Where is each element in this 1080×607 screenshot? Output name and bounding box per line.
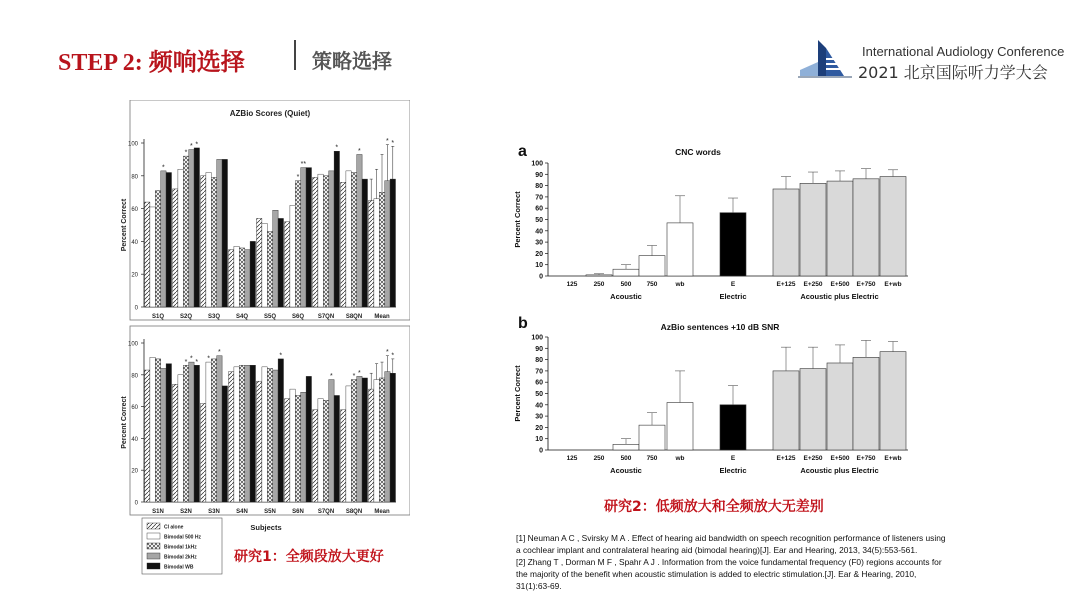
y-tick-label: 60 bbox=[131, 207, 138, 214]
y-tick-label: 20 bbox=[131, 468, 138, 475]
bar bbox=[189, 362, 194, 502]
bar bbox=[250, 241, 255, 307]
bar bbox=[385, 372, 390, 502]
bar bbox=[166, 364, 171, 502]
x-tick-label: E+750 bbox=[856, 455, 876, 462]
bar bbox=[351, 380, 356, 502]
significance-mark: ** bbox=[300, 161, 307, 169]
bar bbox=[639, 256, 665, 276]
bar bbox=[323, 176, 328, 307]
x-tick-label: E bbox=[730, 281, 736, 288]
conference-name-cn: 2021 北京国际听力学大会 bbox=[858, 63, 1048, 82]
azbio-bimodal-figure bbox=[100, 100, 410, 590]
significance-mark: * bbox=[358, 369, 361, 377]
bar bbox=[273, 370, 278, 502]
y-tick-label: 0 bbox=[539, 273, 543, 281]
bar bbox=[346, 386, 351, 502]
bar bbox=[720, 213, 746, 276]
bar bbox=[189, 150, 194, 307]
significance-mark: * bbox=[218, 349, 221, 357]
x-tick-label: E bbox=[730, 455, 736, 462]
bar bbox=[880, 177, 906, 276]
legend-label: Bimodal 500 Hz bbox=[164, 534, 201, 541]
x-tick-label: S6N bbox=[292, 509, 304, 515]
x-tick-label: S8QN bbox=[345, 509, 363, 515]
y-tick-label: 70 bbox=[535, 194, 543, 202]
bar bbox=[173, 384, 178, 502]
significance-mark: * bbox=[335, 144, 339, 152]
bar bbox=[639, 425, 665, 450]
y-tick-label: 80 bbox=[535, 183, 543, 191]
bar bbox=[613, 444, 639, 450]
y-axis-label: Percent Correct bbox=[121, 198, 128, 252]
legend-swatch bbox=[147, 523, 160, 529]
x-tick-label: S3N bbox=[208, 509, 220, 515]
bar bbox=[341, 410, 346, 502]
bar bbox=[166, 173, 171, 307]
y-tick-label: 20 bbox=[535, 250, 543, 258]
y-tick-label: 50 bbox=[535, 391, 543, 398]
study1-caption: 研究1：全频段放大更好 bbox=[234, 549, 384, 565]
bar bbox=[351, 173, 356, 307]
bar bbox=[217, 159, 222, 307]
significance-mark: * bbox=[190, 355, 193, 363]
bar bbox=[250, 365, 255, 502]
reference-line: a cochlear implant and contralateral hearing aid (bimodal hearing)[J]. Ear and Hearing, 2013, 34(5):553-561. bbox=[516, 545, 918, 555]
references bbox=[516, 532, 1016, 592]
y-tick-label: 40 bbox=[535, 402, 543, 410]
significance-mark: * bbox=[386, 349, 389, 357]
x-tick-label: Mean bbox=[374, 314, 390, 320]
bar bbox=[161, 171, 166, 307]
legend-label: Bimodal 1kHz bbox=[164, 544, 197, 551]
conference-name-en: International Audiology Conference bbox=[862, 44, 1065, 59]
y-tick-label: 100 bbox=[127, 341, 138, 348]
chart-azbio-noise bbox=[121, 339, 396, 532]
significance-mark: * bbox=[190, 143, 193, 151]
significance-mark: * bbox=[207, 355, 210, 363]
significance-mark: * bbox=[330, 373, 333, 381]
x-tick-label: E+wb bbox=[884, 455, 902, 462]
x-tick-label: wb bbox=[675, 281, 685, 288]
x-tick-label: S7QN bbox=[317, 509, 335, 515]
x-tick-label: E+250 bbox=[803, 281, 823, 288]
y-tick-label: 0 bbox=[539, 447, 543, 455]
x-tick-label: S4N bbox=[236, 509, 248, 515]
significance-mark: * bbox=[184, 358, 188, 366]
bar bbox=[278, 218, 283, 307]
x-tick-label: S8QN bbox=[345, 314, 363, 320]
conference-logo bbox=[796, 36, 856, 80]
bar bbox=[155, 191, 160, 307]
x-tick-label: S3Q bbox=[207, 314, 221, 320]
bar bbox=[385, 181, 390, 307]
bar bbox=[369, 200, 374, 307]
significance-mark: * bbox=[184, 149, 188, 157]
bar bbox=[178, 169, 183, 307]
x-tick-label: E+500 bbox=[830, 455, 850, 462]
bar bbox=[150, 357, 155, 502]
panel-letter: a bbox=[518, 143, 527, 160]
bar bbox=[150, 207, 155, 307]
bar bbox=[211, 177, 216, 307]
bar bbox=[234, 367, 239, 502]
bar bbox=[853, 179, 879, 276]
bar bbox=[295, 395, 300, 502]
bar bbox=[173, 189, 178, 307]
y-tick-label: 40 bbox=[131, 436, 138, 443]
y-tick-label: 0 bbox=[134, 305, 138, 312]
bar bbox=[301, 392, 306, 502]
bar bbox=[390, 179, 395, 307]
significance-mark: * bbox=[352, 373, 356, 381]
y-tick-label: 100 bbox=[531, 160, 543, 168]
significance-mark: * bbox=[358, 147, 361, 155]
bar bbox=[334, 395, 339, 502]
x-tick-label: S7QN bbox=[317, 314, 335, 320]
x-tick-label: wb bbox=[675, 455, 685, 462]
significance-mark: * bbox=[195, 358, 199, 366]
bar bbox=[222, 386, 227, 502]
x-tick-label: 250 bbox=[593, 281, 605, 288]
bar bbox=[346, 171, 351, 307]
bar bbox=[229, 372, 234, 502]
panel-letter: b bbox=[518, 315, 528, 332]
significance-mark: * bbox=[279, 352, 283, 360]
x-tick-label: S2Q bbox=[179, 314, 193, 320]
page-title: STEP 2: 频响选择 bbox=[58, 50, 245, 76]
group-label: Electric bbox=[719, 292, 747, 301]
legend-swatch bbox=[147, 553, 160, 559]
x-tick-label: S1Q bbox=[151, 314, 165, 320]
x-tick-label: E+125 bbox=[776, 281, 796, 288]
bar bbox=[206, 173, 211, 307]
y-tick-label: 80 bbox=[131, 373, 138, 380]
y-tick-label: 60 bbox=[535, 379, 543, 387]
legend-swatch bbox=[147, 533, 160, 539]
bar bbox=[183, 156, 188, 307]
reference-line: 31(1):63-69. bbox=[516, 581, 562, 591]
y-tick-label: 60 bbox=[131, 405, 138, 412]
bar bbox=[234, 246, 239, 307]
bar bbox=[257, 381, 262, 502]
y-tick-label: 50 bbox=[535, 217, 543, 224]
x-tick-label: 125 bbox=[566, 455, 578, 462]
reference-line: [1] Neuman A C , Svirsky M A . Effect of hearing aid bandwidth on speech recognition performance of listeners using bbox=[516, 533, 946, 543]
chart-legend bbox=[142, 518, 222, 574]
page-subtitle: 策略选择 bbox=[312, 49, 392, 73]
bar bbox=[827, 181, 853, 276]
bar bbox=[178, 375, 183, 502]
chart-title: CNC words bbox=[675, 147, 721, 157]
y-tick-label: 90 bbox=[535, 171, 543, 179]
bar bbox=[290, 205, 295, 307]
bar bbox=[329, 171, 334, 307]
bar bbox=[341, 182, 346, 307]
x-axis-label: Subjects bbox=[250, 523, 282, 532]
chart-title: AZBio Scores (Quiet) bbox=[229, 109, 311, 118]
bar bbox=[318, 399, 323, 502]
bar bbox=[323, 400, 328, 502]
bar bbox=[362, 378, 367, 502]
significance-mark: * bbox=[296, 174, 300, 182]
y-tick-label: 30 bbox=[535, 239, 543, 247]
significance-mark: * bbox=[162, 164, 165, 172]
bar bbox=[374, 199, 379, 307]
x-tick-label: S4Q bbox=[235, 314, 249, 320]
bar bbox=[194, 365, 199, 502]
y-axis-label: Percent Correct bbox=[513, 365, 522, 422]
legend-label: Bimodal 2kHz bbox=[164, 554, 197, 561]
bar bbox=[239, 365, 244, 502]
y-axis-label: Percent Correct bbox=[121, 396, 128, 449]
bar bbox=[313, 410, 318, 502]
bar bbox=[613, 269, 639, 276]
x-tick-label: 500 bbox=[620, 281, 632, 288]
bar bbox=[285, 222, 290, 307]
y-tick-label: 20 bbox=[131, 272, 138, 279]
y-tick-label: 60 bbox=[535, 205, 543, 213]
bar bbox=[667, 403, 693, 450]
bar bbox=[773, 371, 799, 450]
bar bbox=[206, 362, 211, 502]
bar bbox=[273, 210, 278, 307]
title-divider bbox=[294, 40, 296, 70]
cnc-azbio-figure bbox=[510, 130, 910, 480]
bar bbox=[306, 168, 311, 307]
x-tick-label: S5Q bbox=[263, 314, 277, 320]
chart-cnc-words bbox=[513, 143, 908, 301]
bar bbox=[586, 275, 612, 276]
chart-title: AzBio sentences +10 dB SNR bbox=[660, 322, 780, 332]
bar bbox=[853, 357, 879, 450]
y-tick-label: 10 bbox=[535, 262, 543, 270]
y-tick-label: 70 bbox=[535, 368, 543, 376]
x-tick-label: S5N bbox=[264, 509, 276, 515]
bar bbox=[800, 369, 826, 450]
bar bbox=[262, 223, 267, 307]
bar bbox=[155, 359, 160, 502]
legend-label: CI alone bbox=[164, 524, 184, 531]
bar bbox=[245, 365, 250, 502]
y-axis-label: Percent Correct bbox=[513, 191, 522, 248]
bar bbox=[720, 405, 746, 450]
reference-line: [2] Zhang T , Dorman M F , Spahr A J . Information from the voice fundamental frequency (F0) regions accounts for bbox=[516, 557, 942, 567]
bar bbox=[222, 159, 227, 307]
significance-mark: * bbox=[195, 141, 199, 149]
group-label: Electric bbox=[719, 466, 747, 475]
bar bbox=[318, 174, 323, 307]
bar bbox=[773, 189, 799, 276]
y-tick-label: 40 bbox=[131, 239, 138, 246]
bar bbox=[313, 177, 318, 307]
bar bbox=[245, 250, 250, 307]
bar bbox=[257, 218, 262, 307]
bar bbox=[880, 352, 906, 450]
x-tick-label: Mean bbox=[374, 509, 390, 515]
bar bbox=[201, 403, 206, 502]
bar bbox=[379, 192, 384, 307]
bar bbox=[161, 368, 166, 502]
y-tick-label: 100 bbox=[127, 141, 138, 148]
x-tick-label: S1N bbox=[152, 509, 164, 515]
x-tick-label: 750 bbox=[646, 281, 658, 288]
bar bbox=[374, 380, 379, 502]
y-tick-label: 40 bbox=[535, 228, 543, 236]
bar bbox=[145, 202, 150, 307]
reference-line: the majority of the benefit when acoustic stimulation is added to electric stimulation.[J]. Ear & Hearing, 2010, bbox=[516, 569, 917, 579]
y-tick-label: 100 bbox=[531, 334, 543, 342]
bar bbox=[278, 359, 283, 502]
group-label: Acoustic plus Electric bbox=[800, 466, 879, 475]
bar bbox=[290, 389, 295, 502]
bar bbox=[301, 168, 306, 307]
x-tick-label: E+125 bbox=[776, 455, 796, 462]
legend-swatch bbox=[147, 563, 160, 569]
bar bbox=[267, 232, 272, 307]
x-tick-label: E+500 bbox=[830, 281, 850, 288]
y-tick-label: 90 bbox=[535, 345, 543, 353]
significance-mark: * bbox=[386, 138, 389, 146]
group-label: Acoustic plus Electric bbox=[800, 292, 879, 301]
bar bbox=[362, 179, 367, 307]
x-tick-label: S2N bbox=[180, 509, 192, 515]
chart-azbio-sentences bbox=[513, 315, 908, 475]
bar bbox=[262, 367, 267, 502]
bar bbox=[334, 151, 339, 307]
y-tick-label: 30 bbox=[535, 413, 543, 421]
x-tick-label: 250 bbox=[593, 455, 605, 462]
bar bbox=[800, 183, 826, 276]
y-tick-label: 10 bbox=[535, 436, 543, 444]
legend-label: Bimodal WB bbox=[164, 564, 194, 571]
x-tick-label: S6Q bbox=[291, 314, 305, 320]
bar bbox=[239, 248, 244, 307]
bar bbox=[285, 399, 290, 502]
bar bbox=[267, 368, 272, 502]
x-tick-label: E+250 bbox=[803, 455, 823, 462]
bar bbox=[827, 363, 853, 450]
bar bbox=[201, 176, 206, 307]
bar bbox=[306, 376, 311, 502]
y-tick-label: 0 bbox=[134, 500, 138, 507]
bar bbox=[194, 148, 199, 307]
bar bbox=[369, 389, 374, 502]
bar bbox=[329, 380, 334, 502]
x-tick-label: 750 bbox=[646, 455, 658, 462]
bar bbox=[145, 370, 150, 502]
x-tick-label: E+wb bbox=[884, 281, 902, 288]
significance-mark: * bbox=[391, 352, 395, 360]
bar bbox=[667, 223, 693, 276]
bar bbox=[183, 365, 188, 502]
study2-caption: 研究2：低频放大和全频放大无差别 bbox=[604, 499, 824, 515]
legend-swatch bbox=[147, 543, 160, 549]
bar bbox=[357, 376, 362, 502]
bar bbox=[295, 181, 300, 307]
group-label: Acoustic bbox=[610, 466, 642, 475]
bar bbox=[229, 250, 234, 307]
y-tick-label: 20 bbox=[535, 424, 543, 432]
bar bbox=[390, 373, 395, 502]
bar bbox=[379, 378, 384, 502]
x-tick-label: E+750 bbox=[856, 281, 876, 288]
significance-mark: * bbox=[391, 139, 395, 147]
bar bbox=[211, 359, 216, 502]
y-tick-label: 80 bbox=[535, 357, 543, 365]
bar bbox=[357, 154, 362, 307]
chart-azbio-quiet bbox=[121, 109, 396, 320]
x-tick-label: 500 bbox=[620, 455, 632, 462]
y-tick-label: 80 bbox=[131, 174, 138, 181]
x-tick-label: 125 bbox=[566, 281, 578, 288]
group-label: Acoustic bbox=[610, 292, 642, 301]
bar bbox=[217, 356, 222, 502]
